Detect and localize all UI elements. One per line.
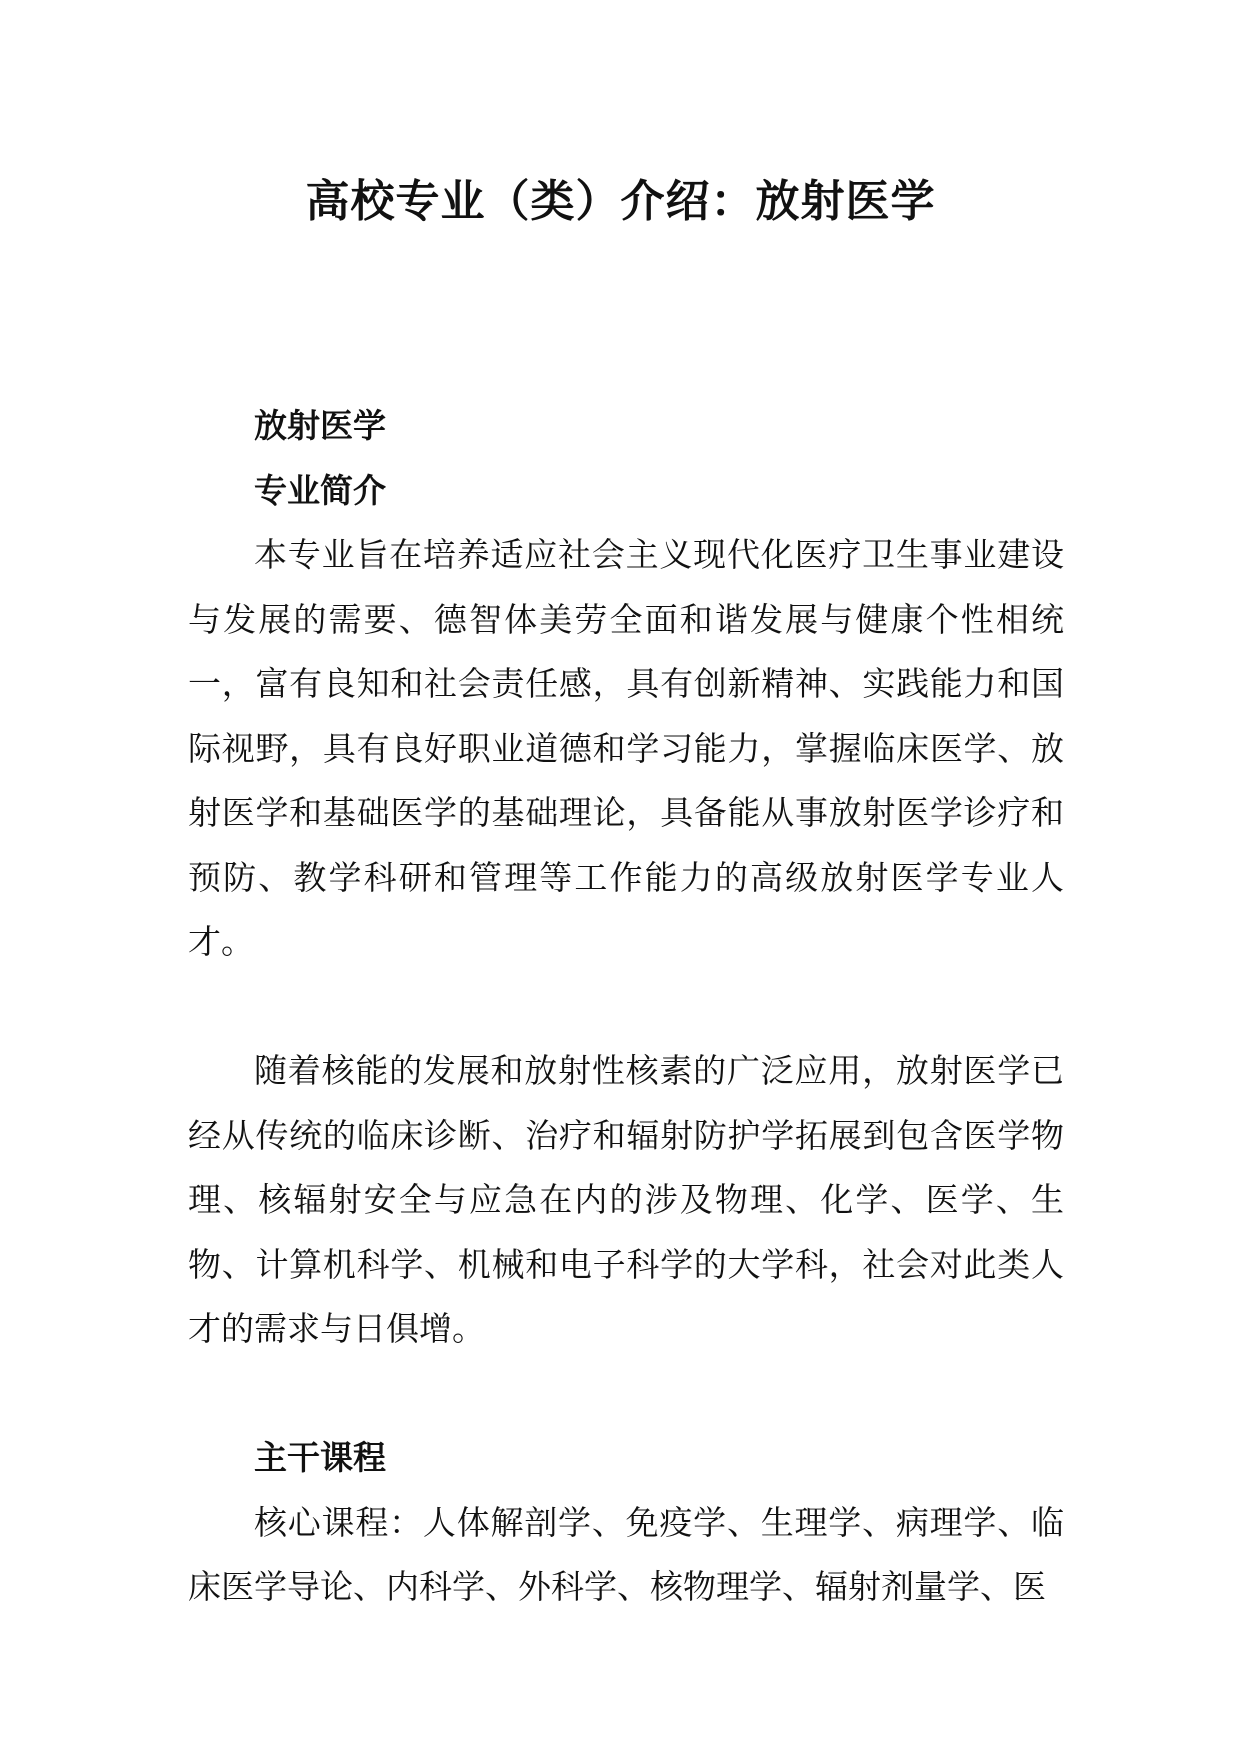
paragraph-spacer [188, 1362, 1064, 1427]
background-paragraph: 随着核能的发展和放射性核素的广泛应用，放射医学已经从传统的临床诊断、治疗和辐射防护学拓展到包含医学物理、核辐射安全与应急在内的涉及物理、化学、医学、生物、计算机科学、机械和电子科学的大学科，社会对此类人才的需求与日俱增。 [188, 1051, 1064, 1348]
document-body [188, 394, 1064, 1620]
courses-paragraph: 核心课程：人体解剖学、免疫学、生理学、病理学、临床医学导论、内科学、外科学、核物理学、辐射剂量学、医 [188, 1502, 1064, 1606]
intro-paragraph: 本专业旨在培养适应社会主义现代化医疗卫生事业建设与发展的需要、德智体美劳全面和谐发展与健康个性相统一，富有良知和社会责任感，具有创新精神、实践能力和国际视野，具有良好职业道德和学习能力，掌握临床医学、放射医学和基础医学的基础理论，具备能从事放射医学诊疗和预防、教学科研和管理等工作能力的高级放射医学专业人才。 [188, 535, 1064, 961]
major-name-heading: 放射医学 [254, 406, 386, 445]
paragraph-spacer [188, 975, 1064, 1040]
courses-heading: 主干课程 [254, 1438, 386, 1477]
intro-heading: 专业简介 [254, 470, 386, 510]
document-title: 高校专业（类）介绍：放射医学 [305, 176, 936, 227]
